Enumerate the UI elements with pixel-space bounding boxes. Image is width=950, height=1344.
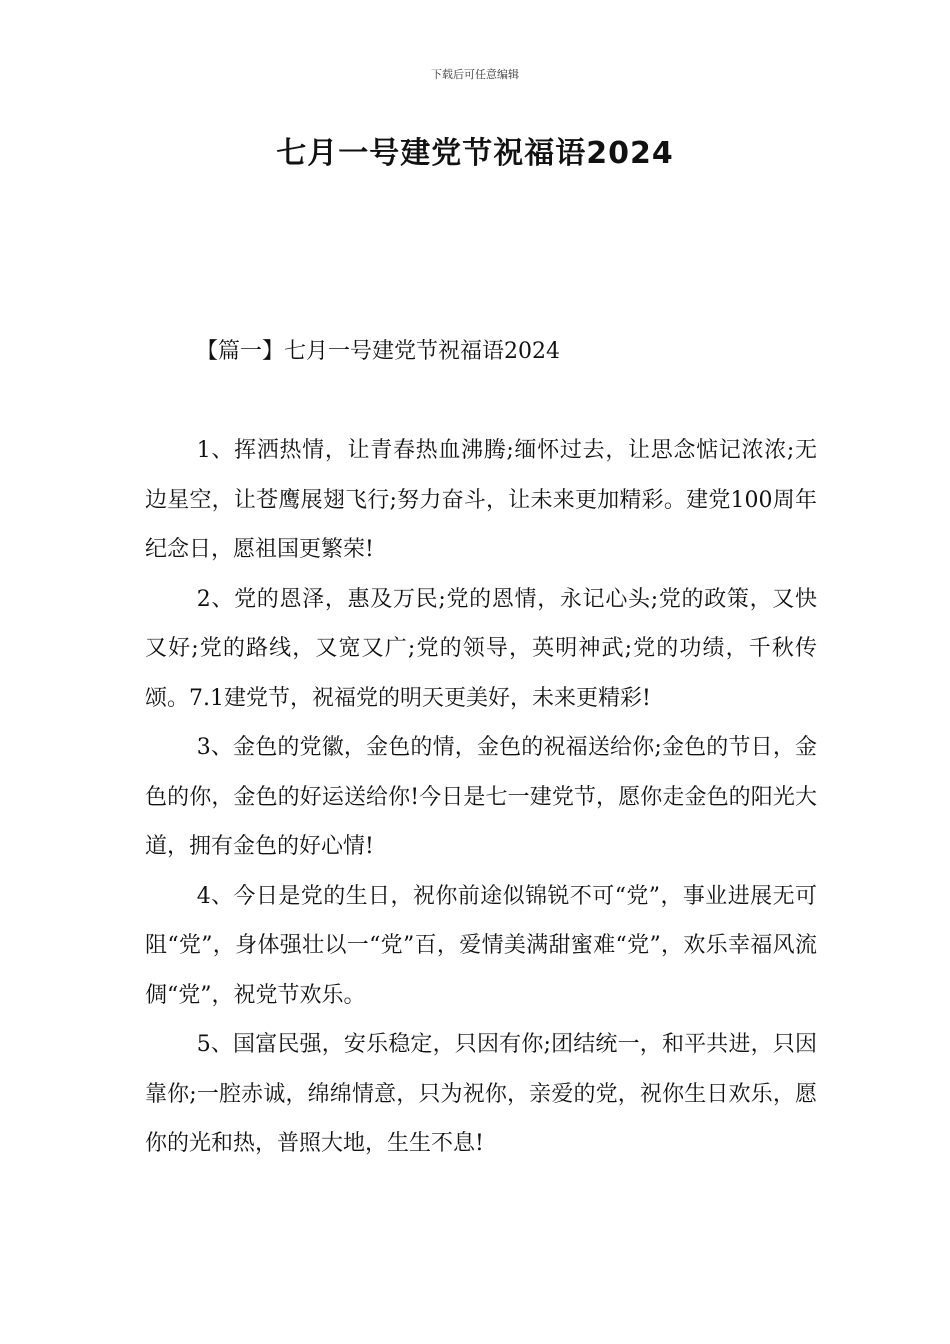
section-heading: 【篇一】七月一号建党节祝福语2024 bbox=[196, 339, 560, 364]
paragraph-1: 1、挥洒热情，让青春热血沸腾;缅怀过去，让思念惦记浓浓;无边星空，让苍鹰展翅飞行;努力奋斗，让未来更加精彩。建党100周年纪念日，愿祖国更繁荣! bbox=[145, 438, 817, 562]
paragraph-3: 3、金色的党徽，金色的情，金色的祝福送给你;金色的节日，金色的你，金色的好运送给你!今日是七一建党节，愿你走金色的阳光大道，拥有金色的好心情! bbox=[145, 735, 817, 859]
paragraph-5: 5、国富民强，安乐稳定，只因有你;团结统一，和平共进，只因靠你;一腔赤诚，绵绵情意，只为祝你，亲爱的党，祝你生日欢乐，愿你的光和热，普照大地，生生不息! bbox=[145, 1032, 817, 1156]
paragraph-2: 2、党的恩泽，惠及万民;党的恩情，永记心头;党的政策，又快又好;党的路线，又宽又广;党的领导，英明神武;党的功绩，千秋传颂。7.1建党节，祝福党的明天更美好，未来更精彩! bbox=[145, 586, 817, 711]
paragraph-4: 4、今日是党的生日，祝你前途似锦锐不可“党”，事业进展无可阻“党”，身体强壮以一“党”百，爱情美满甜蜜难“党”，欢乐幸福风流倜“党”，祝党节欢乐。 bbox=[145, 883, 817, 1008]
body-text bbox=[145, 426, 817, 1169]
page-title: 七月一号建党节祝福语2024 bbox=[276, 136, 674, 171]
header-note: 下载后可任意编辑 bbox=[431, 68, 519, 81]
